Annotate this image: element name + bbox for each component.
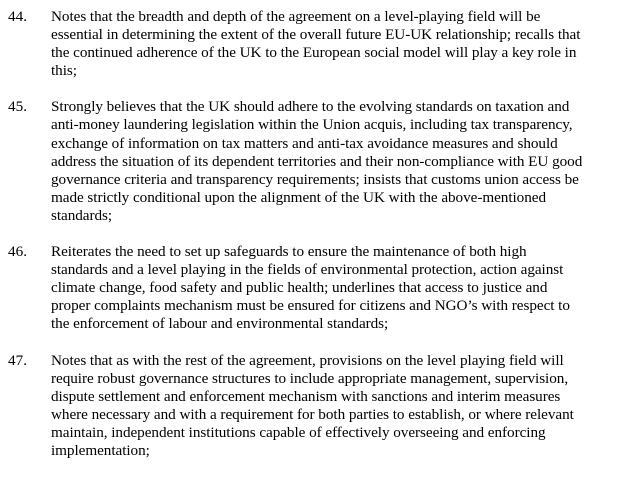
resolution-text: [8, 8, 626, 478]
paragraph-number: 44.: [8, 8, 27, 25]
text-line: standards and a level playing in the fields of environmental protection, action against: [51, 261, 564, 279]
text-line: governance criteria and transparency requirements; insists that customs union access be: [51, 170, 579, 188]
text-line: climate change, food safety and public health; underlines that access to justice and: [51, 279, 548, 297]
paragraph-number: 46.: [8, 243, 27, 261]
text-line: the enforcement of labour and environmental standards;: [51, 315, 389, 333]
text-line: this;: [51, 62, 77, 80]
paragraph-44: [8, 8, 626, 80]
text-line: implementation;: [51, 441, 150, 459]
paragraph-47: [8, 352, 626, 461]
text-line: Notes that as with the rest of the agreement, provisions on the level playing field will: [51, 351, 564, 369]
text-line: the continued adherence of the UK to the European social model will play a key role in: [51, 44, 577, 62]
paragraph-text: [51, 352, 621, 461]
paragraph-45: [8, 98, 626, 225]
text-line: essential in determining the extent of the overall future EU-UK relationship; recalls that: [51, 26, 581, 44]
paragraph-number: 45.: [8, 98, 27, 116]
text-line: standards;: [51, 206, 113, 224]
text-line: require robust governance structures to include appropriate management, supervision,: [51, 369, 569, 387]
text-line: made strictly conditional upon the alignment of the UK with the above-mentioned: [51, 188, 547, 206]
text-line: anti-money laundering legislation within the Union acquis, including tax transparency,: [51, 116, 573, 134]
text-line: exchange of information on tax matters and anti-tax avoidance measures and should: [51, 134, 558, 152]
paragraph-46: [8, 243, 626, 333]
text-line: Strongly believes that the UK should adhere to the evolving standards on taxation and: [51, 98, 570, 116]
paragraph-text: [51, 98, 621, 225]
paragraph-text: [51, 8, 621, 80]
paragraph-text: [51, 243, 621, 333]
text-line: address the situation of its dependent territories and their non-compliance with EU good: [51, 152, 583, 170]
text-line: dispute settlement and enforcement mechanism with sanctions and interim measures: [51, 387, 561, 405]
text-line: proper complaints mechanism must be ensured for citizens and NGO’s with respect to: [51, 297, 570, 315]
text-line: where necessary and with a requirement for both parties to establish, or where relevant: [51, 405, 574, 423]
paragraph-number: 47.: [8, 351, 27, 369]
text-line: Notes that the breadth and depth of the agreement on a level-playing field will be: [51, 8, 541, 25]
text-line: Reiterates the need to set up safeguards to ensure the maintenance of both high: [51, 243, 527, 261]
text-line: maintain, independent institutions capable of effectively overseeing and enforcing: [51, 423, 546, 441]
